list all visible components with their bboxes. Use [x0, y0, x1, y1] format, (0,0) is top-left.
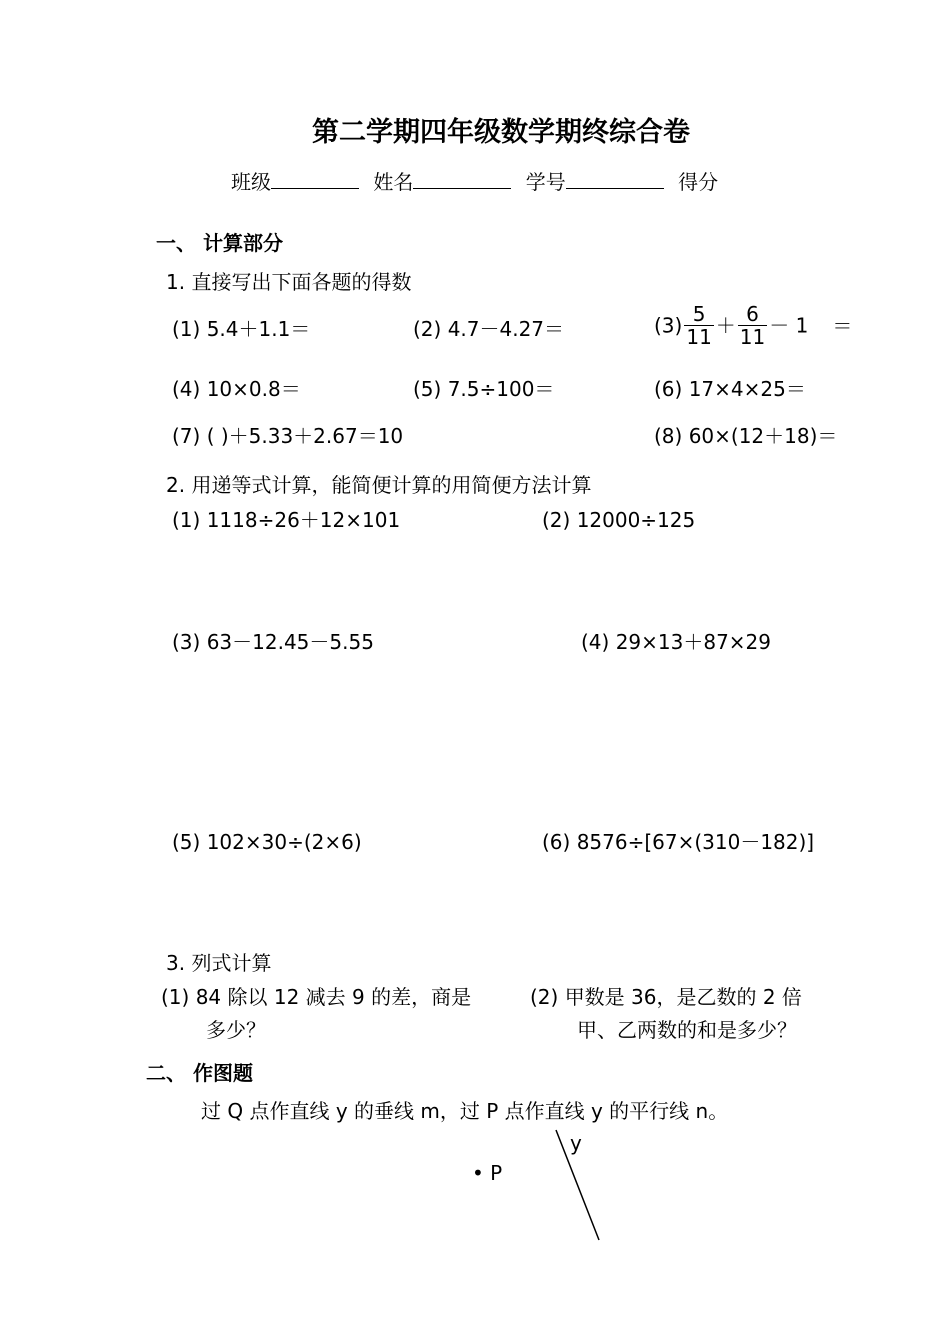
- q2-label: 2. 用递等式计算，能简便计算的用简便方法计算: [166, 473, 592, 497]
- line-y-label: y: [570, 1131, 582, 1155]
- page-title: 第二学期四年级数学期终综合卷: [312, 117, 690, 148]
- q3-p1-line1: (1) 84 除以 12 减去 9 的差，商是: [161, 985, 472, 1009]
- q2-p4: (4) 29×13＋87×29: [581, 630, 771, 654]
- score-label: 得分: [678, 170, 719, 194]
- q2-p6: (6) 8576÷[67×(310－182)]: [542, 830, 815, 854]
- section2-heading: 二、 作图题: [146, 1061, 253, 1085]
- q1-p8: (8) 60×(12＋18)＝: [654, 424, 838, 448]
- fraction-numerator: 5: [684, 303, 713, 326]
- q1-p6: (6) 17×4×25＝: [654, 377, 806, 401]
- q1-p5: (5) 7.5÷100＝: [413, 377, 555, 401]
- fraction-denominator: 11: [686, 325, 712, 349]
- q3-p2-line1: (2) 甲数是 36，是乙数的 2 倍: [530, 985, 802, 1009]
- q2-p2: (2) 12000÷125: [542, 508, 696, 532]
- fraction-numerator: 6: [738, 303, 767, 326]
- equals-sign: ＝: [832, 313, 853, 338]
- q3-p2-line2: 甲、乙两数的和是多少？: [577, 1018, 797, 1042]
- q2-p5: (5) 102×30÷(2×6): [172, 830, 362, 854]
- q3-label: 3. 列式计算: [166, 951, 272, 975]
- fraction-denominator: 11: [739, 325, 766, 349]
- q1-p7: (7) ( )＋5.33＋2.67＝10: [172, 424, 404, 448]
- section1-heading: 一、 计算部分: [156, 231, 283, 255]
- class-label: 班级: [231, 170, 271, 194]
- q1-p3-prefix: (3): [654, 313, 683, 338]
- drawing-instruction: 过 Q 点作直线 y 的垂线 m，过 P 点作直线 y 的平行线 n。: [201, 1099, 729, 1123]
- id-label: 学号: [525, 170, 566, 194]
- q1-label: 1. 直接写出下面各题的得数: [166, 270, 412, 294]
- q2-p3: (3) 63－12.45－5.55: [172, 630, 374, 654]
- plus-sign: ＋: [715, 313, 736, 338]
- name-label: 姓名: [373, 170, 414, 194]
- q1-p1: (1) 5.4＋1.1＝: [172, 317, 311, 341]
- q2-p1: (1) 1118÷26＋12×101: [172, 508, 401, 532]
- q3-p1-line2: 多少？: [206, 1018, 266, 1042]
- q1-p4: (4) 10×0.8＝: [172, 377, 301, 401]
- q1-p3-tail: － 1: [769, 313, 809, 338]
- q1-p2: (2) 4.7－4.27＝: [413, 317, 565, 341]
- point-p-label: • P: [472, 1161, 503, 1185]
- line-y: [556, 1130, 599, 1240]
